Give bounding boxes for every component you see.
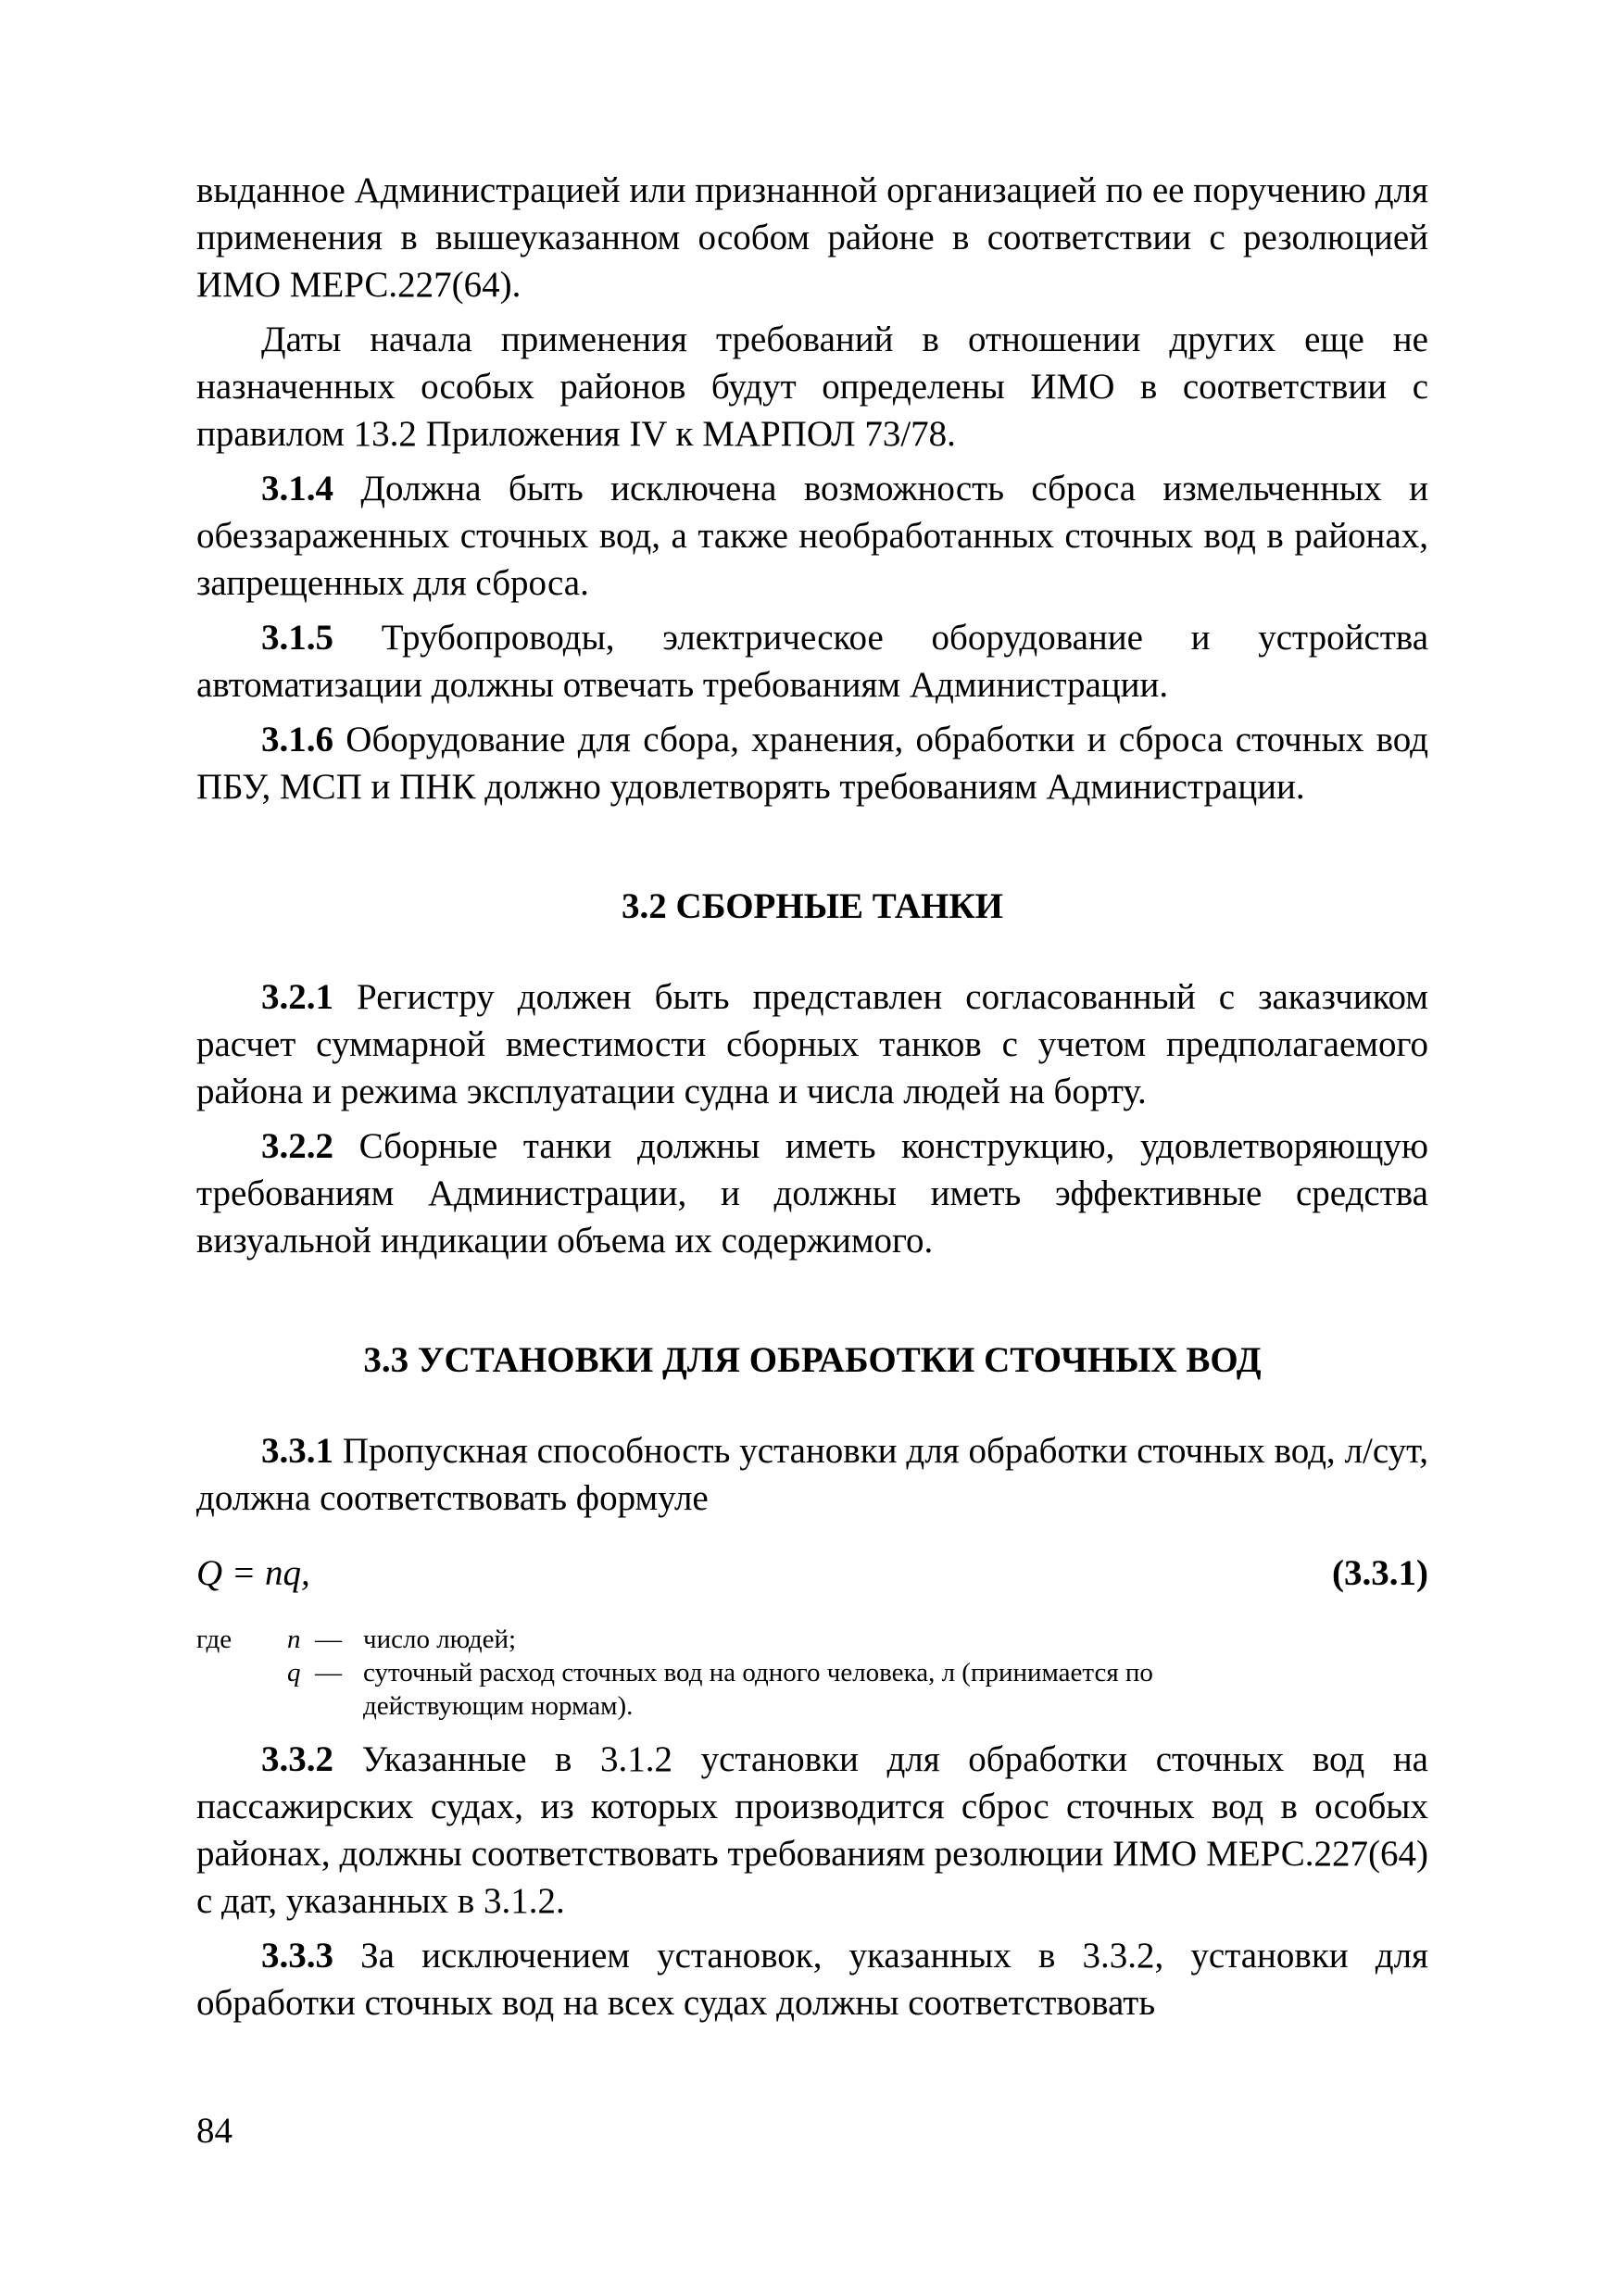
- clause-text: Должна быть исключена возможность сброса измельченных и обеззараженных сточных вод, а также необработанных сточных вод в районах, запрещенных для сброса.: [196, 469, 1428, 603]
- paragraph-3-3-3: [196, 1932, 1428, 2026]
- paragraph-3-3-1: [196, 1427, 1428, 1522]
- clause-number: 3.1.5: [261, 618, 333, 658]
- clause-text: Оборудование для сбора, хранения, обработки и сброса сточных вод ПБУ, МСП и ПНК должно удовлетворять требованиям Администрации.: [196, 720, 1428, 807]
- clause-text: Трубопроводы, электрическое оборудование и устройства автоматизации должны отвечать требованиям Администрации.: [196, 618, 1428, 705]
- paragraph-3-2-1: [196, 973, 1428, 1115]
- paragraph-3-1-4: [196, 465, 1428, 607]
- formula-number: (3.3.1): [1332, 1553, 1428, 1593]
- clause-number: 3.3.1: [261, 1431, 333, 1471]
- clause-text: За исключением установок, указанных в 3.3.2, установки для обработки сточных вод на всех судах должны соответствовать: [196, 1936, 1428, 2023]
- paragraph-3-3-2: [196, 1736, 1428, 1925]
- definition-continuation: действующим нормам).: [363, 1691, 634, 1721]
- clause-number: 3.1.6: [261, 720, 333, 759]
- definition-q: [287, 1656, 1428, 1689]
- page-number: 84: [196, 2111, 232, 2151]
- formula: Q = nq,: [196, 1553, 310, 1593]
- clause-number: 3.3.3: [261, 1936, 333, 1976]
- where-label: где: [196, 1625, 232, 1654]
- paragraph-3-2-2: [196, 1123, 1428, 1264]
- clause-text: Пропускная способность установки для обработки сточных вод, л/сут, должна соответствовать формуле: [196, 1431, 1428, 1518]
- clause-number: 3.3.2: [261, 1739, 333, 1779]
- formula-row: [196, 1549, 1428, 1597]
- clause-text: Регистру должен быть представлен согласованный с заказчиком расчет суммарной вместимости сборных танков с учетом предполагаемого района и режима эксплуатации судна и числа людей на борту.: [196, 977, 1428, 1111]
- clause-text: Указанные в 3.1.2 установки для обработки сточных вод на пассажирских судах, из которых производится сброс сточных вод в особых районах, должны соответствовать требованиям резолюции ИМО МЕРС.227(64) с дат, указанных в 3.1.2.: [196, 1739, 1428, 1921]
- paragraph-3-1-6: [196, 716, 1428, 810]
- page-body: [196, 167, 1428, 2026]
- definition-text: число людей;: [363, 1625, 517, 1654]
- clause-number: 3.1.4: [261, 469, 333, 508]
- formula-definitions: [196, 1623, 1428, 1723]
- definition-dash: —: [315, 1625, 342, 1654]
- paragraph-3-1-5: [196, 614, 1428, 709]
- clause-text: Сборные танки должны иметь конструкцию, удовлетворяющую требованиям Администрации, и должны иметь эффективные средства визуальной индикации объема их содержимого.: [196, 1126, 1428, 1261]
- section-heading-3-3: 3.3 УСТАНОВКИ ДЛЯ ОБРАБОТКИ СТОЧНЫХ ВОД: [363, 1340, 1262, 1380]
- clause-number: 3.2.1: [261, 977, 333, 1017]
- definition-dash: —: [315, 1658, 342, 1687]
- clause-number: 3.2.2: [261, 1126, 333, 1166]
- definition-n: [287, 1623, 1428, 1656]
- paragraph-dates: Даты начала применения требований в отношении других еще не назначенных особых районов будут определены ИМО в соответствии с правилом 13.2 Приложения IV к МАРПОЛ 73/78.: [196, 320, 1428, 454]
- definition-symbol: q: [287, 1658, 301, 1687]
- definition-text: суточный расход сточных вод на одного человека, л (принимается по: [363, 1658, 1153, 1687]
- section-heading-3-2: 3.2 СБОРНЫЕ ТАНКИ: [622, 886, 1003, 926]
- definition-symbol: n: [287, 1625, 301, 1654]
- paragraph-intro: выданное Администрацией или признанной организацией по ее поручению для применения в вышеуказанном особом районе в соответствии с резолюцией ИМО МЕРС.227(64).: [196, 170, 1428, 305]
